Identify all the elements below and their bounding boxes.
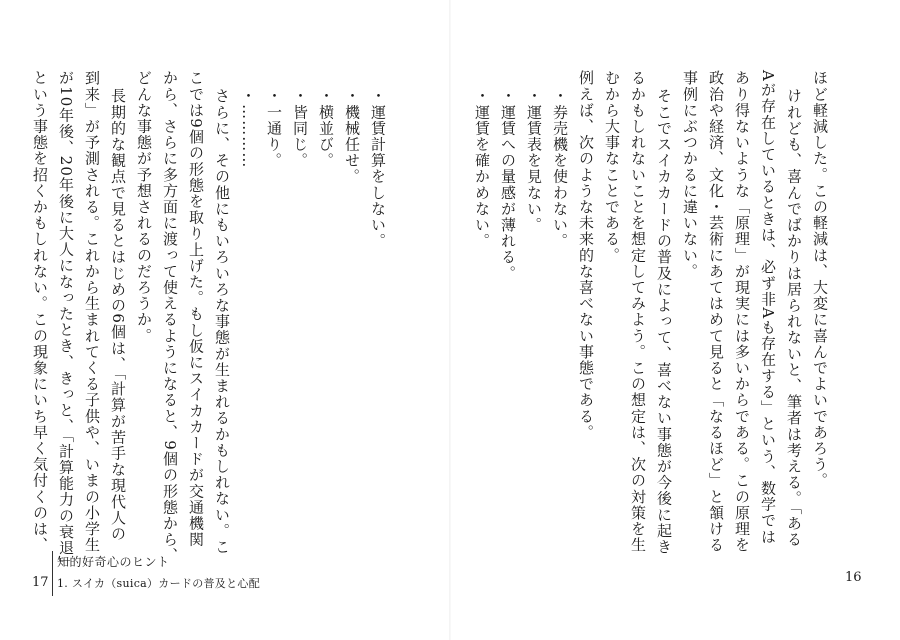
page-number: 17 [32, 575, 49, 590]
list-item: ・横並び。 [317, 88, 335, 169]
text-column: 長期的な観点で見るとはじめの6個は、「計算が苦手な現代人の [109, 88, 127, 542]
list-item: ・皆同じ。 [291, 88, 309, 169]
text-column: から、さらに多方面に渡って使えるようになると、9個の形態から、 [161, 70, 179, 564]
list-item: ・運賃計算をしない。 [369, 88, 387, 249]
text-column: 到来」が予測される。これから生まれてくる子供や、いまの小学生 [83, 70, 101, 553]
text-column: あり得ないような「原理」が現実には多いからである。この原理を [733, 70, 751, 553]
gutter [449, 0, 451, 640]
text-column: そこでスイカカードの普及によって、喜べない事態が今後に起き [655, 88, 673, 555]
text-column: むから大事なことである。 [603, 70, 621, 264]
text-column: 例えば、次のような未来的な喜べない事態である。 [577, 70, 595, 441]
page-number: 16 [845, 570, 862, 585]
text-column: どんな事態が予想されるのだろうか。 [135, 70, 153, 344]
list-item: ・運賃を確かめない。 [473, 88, 491, 249]
text-column: 事例にぶつかるに違いない。 [681, 70, 699, 280]
text-column: ほど軽減した。この軽減は、大変に喜んでよいであろう。 [811, 70, 829, 489]
text-column: けれども、喜んでばかりは居られないと、筆者は考える。「ある [785, 88, 803, 548]
text-column: 政治や経済、文化・芸術にあてはめて見ると「なるほど」と頷ける [707, 70, 725, 553]
list-item: ・券売機を使わない。 [551, 88, 569, 249]
text-column: こでは9個の形態を取り上げた。もし仮にスイカカードが交通機関 [187, 70, 205, 548]
footer-divider [52, 551, 53, 596]
text-column: Aが存在しているときは、必ず非Aも存在する」という、数学では [759, 70, 777, 545]
list-item: ・運賃表を見ない。 [525, 88, 543, 233]
list-item: ・一通り。 [265, 88, 283, 169]
list-item: ・………… [239, 88, 257, 169]
text-column: るかもしれないことを想定してみよう。この想定は、次の対策を生 [629, 70, 647, 553]
text-column: という事態を招くかもしれない。この現象にいち早く気付くのは、 [31, 70, 49, 553]
list-item: ・機械任せ。 [343, 88, 361, 185]
running-subtitle: 1. スイカ（suica）カードの普及と心配 [57, 577, 261, 590]
text-column: さらに、その他にもいろいろな事態が生まれるかもしれない。こ [213, 88, 231, 555]
running-title: 知的好奇心のヒント [57, 555, 170, 569]
text-column: が10年後、20年後に大人になったとき、きっと、「計算能力の衰退」 [57, 70, 75, 572]
list-item: ・運賃への量感が薄れる。 [499, 88, 517, 282]
